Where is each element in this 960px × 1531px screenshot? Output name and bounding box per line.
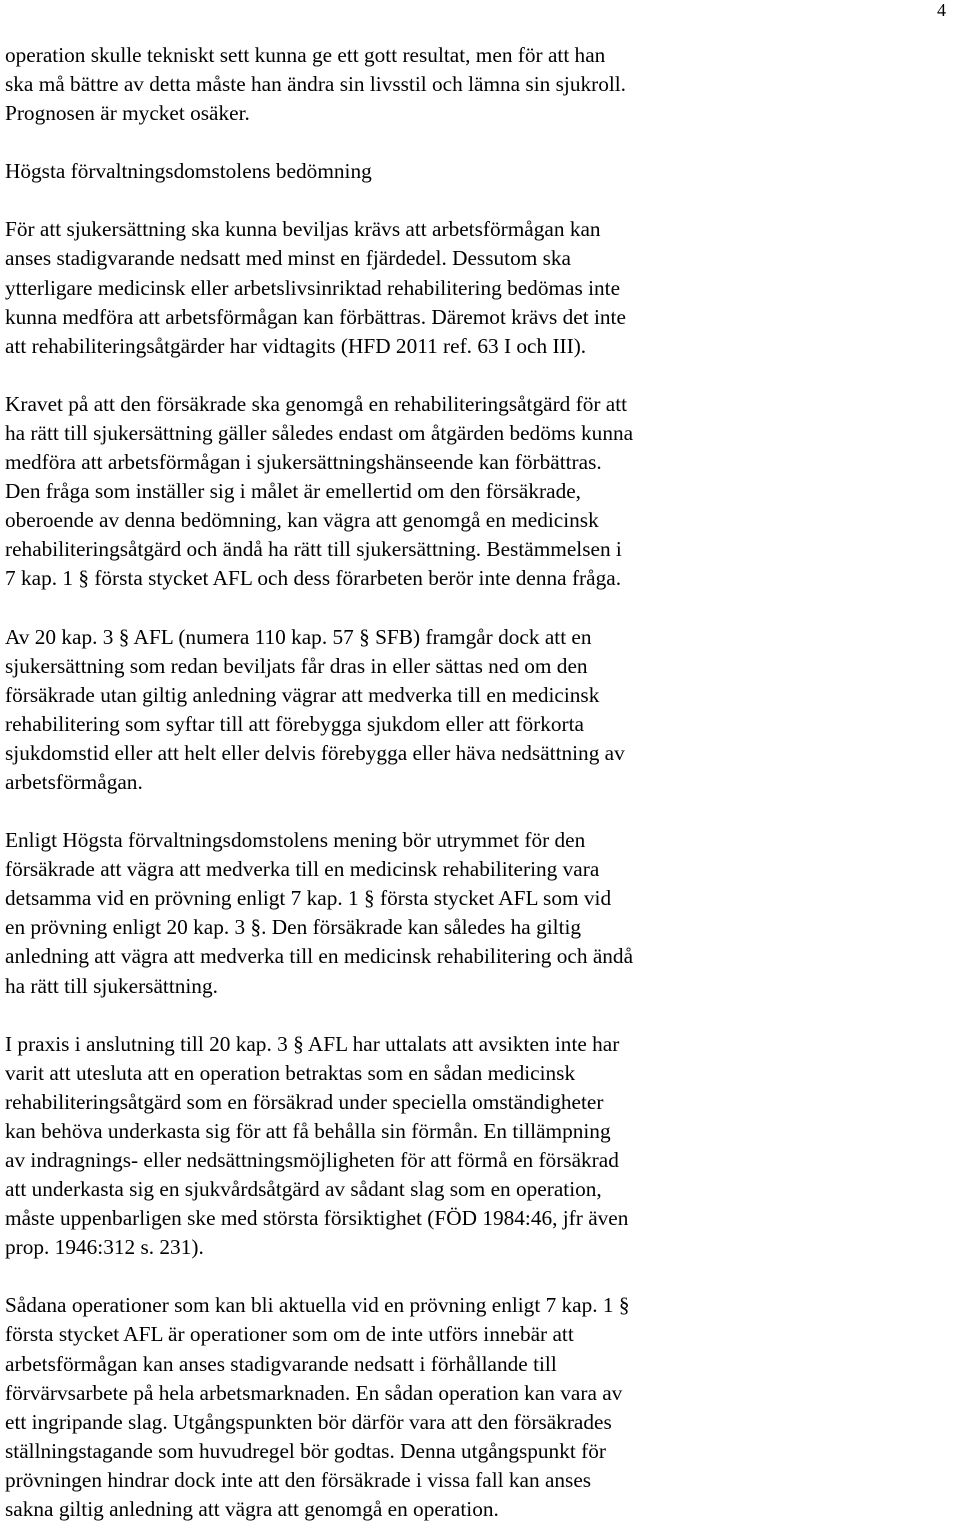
- text-line: Enligt Högsta förvaltningsdomstolens mening bör utrymmet för den: [5, 828, 586, 853]
- paragraph-7: [5, 1291, 957, 1524]
- text-line: ha rätt till sjukersättning gäller således endast om åtgärden bedöms kunna: [5, 420, 634, 445]
- text-line: kunna medföra att arbetsförmågan kan förbättras. Däremot krävs det inte: [5, 304, 626, 329]
- text-line: detsamma vid en prövning enligt 7 kap. 1 § första stycket AFL som vid: [5, 886, 612, 911]
- text-line: sjukersättning som redan beviljats får dras in eller sättas ned om den: [5, 653, 588, 678]
- document-body: [5, 41, 957, 1524]
- text-line: Den fråga som inställer sig i målet är emellertid om den försäkrade,: [5, 479, 581, 504]
- paragraph-2: [5, 215, 957, 360]
- heading-text: Högsta förvaltningsdomstolens bedömning: [5, 159, 372, 184]
- text-line: första stycket AFL är operationer som om de inte utförs innebär att: [5, 1322, 574, 1347]
- text-line: oberoende av denna bedömning, kan vägra att genomgå en medicinsk: [5, 508, 599, 533]
- text-line: prövningen hindrar dock inte att den försäkrade i vissa fall kan anses: [5, 1467, 592, 1492]
- paragraph-6: [5, 1030, 957, 1263]
- section-heading: [5, 157, 957, 186]
- text-line: Av 20 kap. 3 § AFL (numera 110 kap. 57 § SFB) framgår dock att en: [5, 624, 592, 649]
- text-line: måste uppenbarligen ske med största försiktighet (FÖD 1984:46, jfr även: [5, 1206, 629, 1231]
- text-line: ska må bättre av detta måste han ändra sin livsstil och lämna sin sjukroll.: [5, 72, 627, 97]
- text-line: arbetsförmågan kan anses stadigvarande nedsatt i förhållande till: [5, 1351, 557, 1376]
- text-line: anses stadigvarande nedsatt med minst en fjärdedel. Dessutom ska: [5, 246, 571, 271]
- text-line: 7 kap. 1 § första stycket AFL och dess förarbeten berör inte denna fråga.: [5, 566, 622, 591]
- text-line: ytterligare medicinsk eller arbetslivsinriktad rehabilitering bedömas inte: [5, 275, 621, 300]
- text-line: rehabiliteringsåtgärd som en försäkrad under speciella omständigheter: [5, 1089, 604, 1114]
- text-line: I praxis i anslutning till 20 kap. 3 § AFL har uttalats att avsikten inte har: [5, 1031, 620, 1056]
- text-line: försäkrade utan giltig anledning vägrar att medverka till en medicinsk: [5, 682, 600, 707]
- text-line: att rehabiliteringsåtgärder har vidtagits (HFD 2011 ref. 63 I och III).: [5, 333, 587, 358]
- text-line: Prognosen är mycket osäker.: [5, 101, 250, 126]
- text-line: förvärvsarbete på hela arbetsmarknaden. En sådan operation kan vara av: [5, 1380, 623, 1405]
- text-line: operation skulle tekniskt sett kunna ge ett gott resultat, men för att han: [5, 43, 606, 67]
- paragraph-1: [5, 41, 957, 128]
- text-line: av indragnings- eller nedsättningsmöjligheten för att förmå en försäkrad: [5, 1148, 619, 1172]
- text-line: rehabiliteringsåtgärd och ändå ha rätt till sjukersättning. Bestämmelsen i: [5, 537, 622, 562]
- text-line: medföra att arbetsförmågan i sjukersättningshänseende kan förbättras.: [5, 450, 602, 475]
- text-line: Sådana operationer som kan bli aktuella vid en prövning enligt 7 kap. 1 §: [5, 1293, 630, 1318]
- paragraph-5: [5, 826, 957, 1001]
- text-line: arbetsförmågan.: [5, 769, 143, 794]
- paragraph-4: [5, 623, 957, 798]
- text-line: sakna giltig anledning att vägra att genomgå en operation.: [5, 1497, 499, 1522]
- text-line: varit att utesluta att en operation betraktas som en sådan medicinsk: [5, 1060, 576, 1085]
- text-line: kan behöva underkasta sig för att få behålla sin förmån. En tillämpning: [5, 1118, 611, 1143]
- page-number: 4: [937, 0, 946, 20]
- text-line: Kravet på att den försäkrade ska genomgå en rehabiliteringsåtgärd för att: [5, 391, 628, 416]
- paragraph-3: [5, 390, 957, 594]
- text-line: en prövning enligt 20 kap. 3 §. Den försäkrade kan således ha giltig: [5, 915, 582, 940]
- text-line: ställningstagande som huvudregel bör godtas. Denna utgångspunkt för: [5, 1438, 606, 1463]
- text-line: ett ingripande slag. Utgångspunkten bör därför vara att den försäkrades: [5, 1409, 612, 1434]
- text-line: att underkasta sig en sjukvårdsåtgärd av sådant slag som en operation,: [5, 1177, 602, 1202]
- text-line: För att sjukersättning ska kunna beviljas krävs att arbetsförmågan kan: [5, 217, 601, 242]
- text-line: prop. 1946:312 s. 231).: [5, 1235, 204, 1260]
- text-line: sjukdomstid eller att helt eller delvis förebygga eller häva nedsättning av: [5, 740, 625, 765]
- text-line: rehabilitering som syftar till att förebygga sjukdom eller att förkorta: [5, 711, 584, 736]
- text-line: ha rätt till sjukersättning.: [5, 973, 218, 998]
- text-line: försäkrade att vägra att medverka till en medicinsk rehabilitering vara: [5, 857, 600, 882]
- text-line: anledning att vägra att medverka till en medicinsk rehabilitering och ändå: [5, 944, 634, 969]
